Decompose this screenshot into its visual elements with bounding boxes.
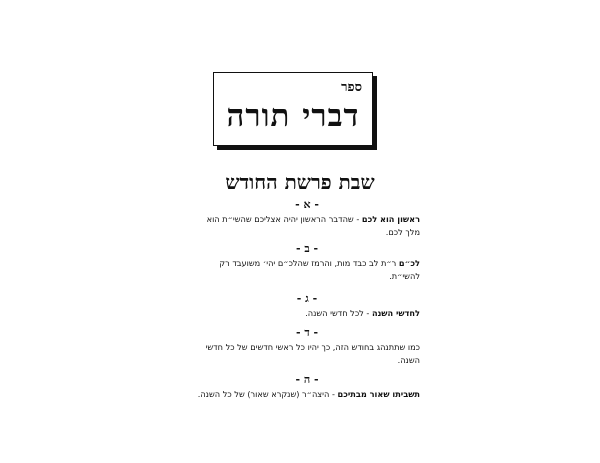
section-text bbox=[194, 307, 420, 320]
section-marker: - ג - bbox=[296, 292, 318, 305]
section-4 bbox=[194, 326, 420, 367]
section-5 bbox=[194, 373, 420, 401]
section-text bbox=[194, 213, 420, 239]
section-marker: - ב - bbox=[295, 242, 319, 255]
book-label: ספר bbox=[341, 80, 362, 95]
section-body: ר״ת לב כבד מות, והרמז שהלכ״ם יהי׳ משועבד רק להשי״ת. bbox=[219, 258, 420, 281]
book-title: דברי תורה bbox=[226, 98, 360, 134]
title-frame bbox=[213, 72, 373, 146]
section-body: כמו שתתנהג בחודש הזה, כך יהיו כל ראשי חדשים של כל חדשי השנה. bbox=[205, 342, 420, 365]
section-body: - לכל חדשי השנה. bbox=[305, 308, 372, 318]
section-lead: לחדשי השנה bbox=[371, 308, 420, 318]
section-lead: ראשון הוא לכם bbox=[361, 214, 420, 224]
section-1 bbox=[194, 198, 420, 239]
section-body: - היצה״ר (שנקרא שאור) של כל השנה. bbox=[197, 389, 338, 399]
section-text bbox=[194, 388, 420, 401]
section-marker: - ד - bbox=[295, 326, 319, 339]
section-text bbox=[194, 257, 420, 283]
section-marker: - א - bbox=[295, 198, 319, 211]
section-text bbox=[194, 341, 420, 367]
section-subtitle: שבת פרשת החודש bbox=[225, 170, 375, 194]
section-3 bbox=[194, 292, 420, 320]
section-lead: לכ״ם bbox=[398, 258, 420, 268]
section-body: - שהדבר הראשון יהיה אצליכם שהשי״ת הוא מלך לכם. bbox=[206, 214, 420, 237]
section-marker: - ה - bbox=[295, 373, 319, 386]
section-2 bbox=[194, 242, 420, 283]
section-lead: תשביתו שאור מבתיכם bbox=[337, 389, 420, 399]
